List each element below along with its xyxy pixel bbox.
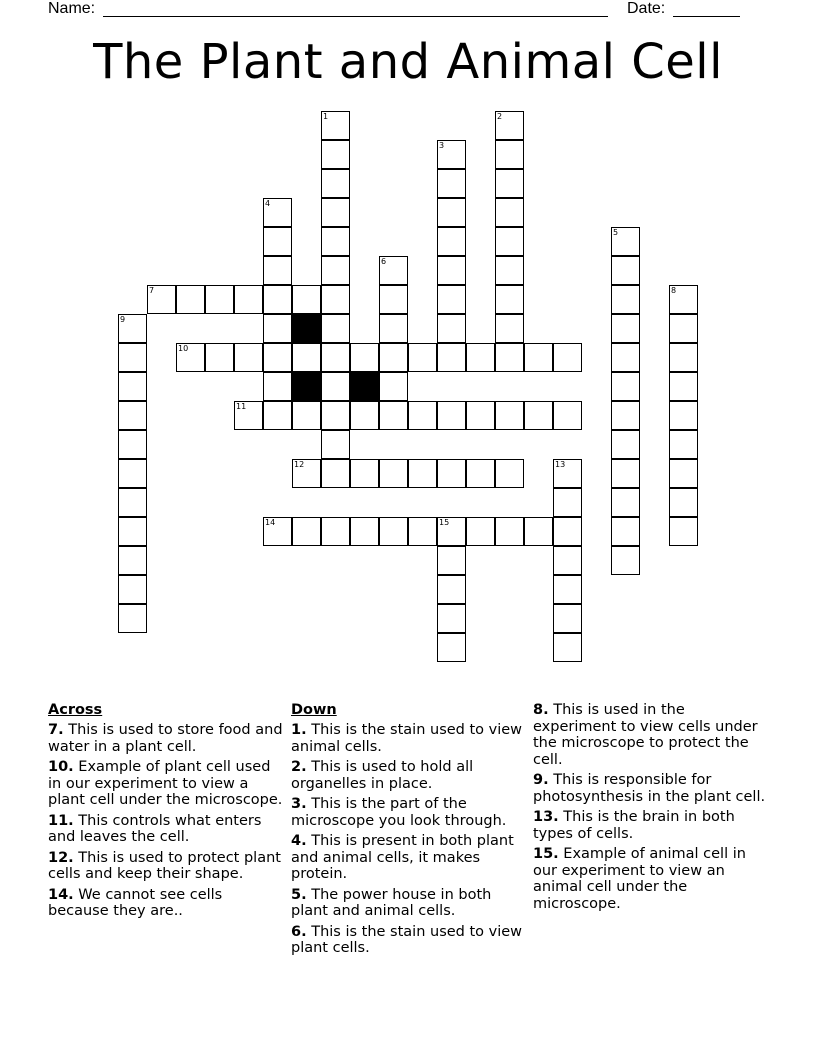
crossword-cell[interactable] [495, 343, 524, 372]
crossword-cell[interactable] [350, 343, 379, 372]
crossword-cell[interactable] [321, 227, 350, 256]
clue-item [291, 759, 523, 792]
clue-item [48, 722, 284, 755]
clue-item [291, 887, 523, 920]
crossword-cell[interactable] [292, 343, 321, 372]
crossword-cell[interactable] [118, 604, 147, 633]
crossword-cell[interactable] [611, 459, 640, 488]
crossword-cell[interactable] [118, 546, 147, 575]
crossword-cell[interactable] [495, 140, 524, 169]
clue-text: This is used to protect plant cells and keep their shape. [48, 849, 281, 882]
clue-num: 5. [291, 886, 307, 903]
crossword-cell[interactable] [611, 285, 640, 314]
crossword-cell[interactable] [611, 314, 640, 343]
crossword-cell[interactable] [321, 140, 350, 169]
crossword-cell[interactable] [408, 343, 437, 372]
crossword-cell[interactable] [118, 488, 147, 517]
clue-item [291, 833, 523, 883]
crossword-cell[interactable] [321, 111, 350, 140]
crossword-cell[interactable] [611, 430, 640, 459]
crossword-cell[interactable] [118, 517, 147, 546]
crossword-cell[interactable] [321, 517, 350, 546]
crossword-cell[interactable] [205, 285, 234, 314]
crossword-cell[interactable] [118, 343, 147, 372]
crossword-cell[interactable] [379, 372, 408, 401]
crossword-cell[interactable] [495, 256, 524, 285]
crossword-cell[interactable] [379, 517, 408, 546]
clue-number: 7 [149, 286, 155, 295]
crossword-cell[interactable] [669, 430, 698, 459]
clue-number: 8 [671, 286, 677, 295]
crossword-cell[interactable] [263, 256, 292, 285]
crossword-cell[interactable] [118, 430, 147, 459]
crossword-cell[interactable] [495, 111, 524, 140]
clue-text: This is used to store food and water in a plant cell. [48, 722, 283, 755]
crossword-cell[interactable] [669, 343, 698, 372]
crossword-cell[interactable] [437, 198, 466, 227]
clue-text: This is the brain in both types of cells. [533, 809, 735, 842]
crossword-cell[interactable] [263, 198, 292, 227]
crossword-cell[interactable] [495, 517, 524, 546]
crossword-cell[interactable] [408, 517, 437, 546]
crossword-cell[interactable] [524, 401, 553, 430]
crossword-cell[interactable] [118, 575, 147, 604]
clue-num: 15. [533, 846, 559, 862]
across-clue-list [48, 722, 284, 920]
crossword-cell[interactable] [466, 517, 495, 546]
crossword-cell[interactable] [118, 459, 147, 488]
clue-num: 3. [291, 796, 307, 812]
black-square [292, 372, 321, 401]
clue-text: This is the part of the microscope you look through. [291, 796, 507, 829]
clue-text: Example of plant cell used in our experiment to view a plant cell under the microscope. [48, 759, 283, 808]
clue-item [533, 772, 769, 805]
crossword-cell[interactable] [321, 401, 350, 430]
clue-number: 12 [294, 460, 305, 469]
clue-item [291, 722, 523, 755]
crossword-cell[interactable] [553, 343, 582, 372]
down-continued-column [533, 702, 769, 916]
clue-number: 13 [555, 460, 566, 469]
crossword-cell[interactable] [553, 401, 582, 430]
crossword-cell[interactable] [437, 343, 466, 372]
clue-number: 5 [613, 228, 619, 237]
crossword-cell[interactable] [321, 285, 350, 314]
crossword-cell[interactable] [147, 285, 176, 314]
crossword-cell[interactable] [495, 227, 524, 256]
clue-text: This is used in the experiment to view cells under the microscope to protect the cell. [533, 702, 758, 768]
crossword-cell[interactable] [321, 430, 350, 459]
clue-number: 4 [265, 199, 271, 208]
crossword-cell[interactable] [292, 517, 321, 546]
clue-text: This is the stain used to view animal cells. [291, 722, 523, 755]
clue-num: 10. [48, 759, 74, 775]
crossword-cell[interactable] [669, 459, 698, 488]
crossword-cell[interactable] [437, 575, 466, 604]
crossword-cell[interactable] [234, 343, 263, 372]
crossword-cell[interactable] [176, 285, 205, 314]
down-continued-clue-list [533, 702, 769, 912]
crossword-cell[interactable] [437, 604, 466, 633]
crossword-cell[interactable] [379, 343, 408, 372]
across-heading: Across [48, 702, 103, 718]
crossword-cell[interactable] [669, 401, 698, 430]
down-column [291, 702, 523, 961]
crossword-cell[interactable] [437, 459, 466, 488]
crossword-cell[interactable] [321, 314, 350, 343]
crossword-cell[interactable] [408, 401, 437, 430]
clue-number: 3 [439, 141, 445, 150]
crossword-cell[interactable] [437, 256, 466, 285]
crossword-cell[interactable] [466, 343, 495, 372]
clue-number: 10 [178, 344, 189, 353]
clue-number: 2 [497, 112, 503, 121]
crossword-cell[interactable] [321, 169, 350, 198]
clue-num: 4. [291, 833, 307, 849]
crossword-cell[interactable] [466, 459, 495, 488]
clue-num: 14. [48, 886, 74, 903]
crossword-cell[interactable] [379, 314, 408, 343]
crossword-cell[interactable] [495, 401, 524, 430]
crossword-cell[interactable] [611, 546, 640, 575]
crossword-cell[interactable] [263, 517, 292, 546]
crossword-cell[interactable] [495, 285, 524, 314]
crossword-cell[interactable] [350, 401, 379, 430]
clue-number: 14 [265, 518, 276, 527]
clue-text: We cannot see cells because they are.. [48, 886, 223, 919]
crossword-cell[interactable] [495, 314, 524, 343]
crossword-cell[interactable] [611, 372, 640, 401]
clue-item [48, 759, 284, 809]
clue-item [533, 846, 769, 912]
clue-num: 8. [533, 702, 549, 718]
across-column [48, 702, 284, 924]
date-label: Date: [627, 0, 666, 17]
crossword-cell[interactable] [234, 285, 263, 314]
crossword-cell[interactable] [524, 343, 553, 372]
crossword-cell[interactable] [263, 401, 292, 430]
clue-number: 6 [381, 257, 387, 266]
clue-text: This controls what enters and leaves the cell. [48, 812, 262, 845]
crossword-cell[interactable] [263, 343, 292, 372]
crossword-cell[interactable] [437, 517, 466, 546]
black-square [292, 314, 321, 343]
crossword-cell[interactable] [292, 285, 321, 314]
crossword-cell[interactable] [205, 343, 234, 372]
clue-item [48, 887, 284, 920]
crossword-cell[interactable] [553, 546, 582, 575]
black-square [350, 372, 379, 401]
crossword-cell[interactable] [437, 140, 466, 169]
crossword-cell[interactable] [524, 517, 553, 546]
clue-number: 9 [120, 315, 126, 324]
crossword-cell[interactable] [669, 517, 698, 546]
clue-number: 11 [236, 402, 247, 411]
page-title: The Plant and Animal Cell [93, 34, 723, 90]
clue-text: This is responsible for photosynthesis in the plant cell. [533, 772, 766, 805]
clue-item [291, 796, 523, 829]
crossword-cell[interactable] [553, 488, 582, 517]
clue-item [533, 702, 769, 768]
crossword-cell[interactable] [437, 633, 466, 662]
crossword-cell[interactable] [437, 401, 466, 430]
clue-num: 6. [291, 923, 307, 940]
clue-item [533, 809, 769, 842]
crossword-cell[interactable] [437, 546, 466, 575]
crossword-cell[interactable] [321, 198, 350, 227]
crossword-cell[interactable] [611, 343, 640, 372]
crossword-cell[interactable] [321, 459, 350, 488]
crossword-cell[interactable] [437, 227, 466, 256]
crossword-cell[interactable] [408, 459, 437, 488]
clue-text: This is the stain used to view plant cells. [291, 923, 523, 956]
crossword-cell[interactable] [437, 314, 466, 343]
crossword-cell[interactable] [292, 459, 321, 488]
clue-number: 15 [439, 518, 450, 527]
crossword-cell[interactable] [466, 401, 495, 430]
crossword-cell[interactable] [611, 517, 640, 546]
crossword-cell[interactable] [553, 575, 582, 604]
crossword-cell[interactable] [263, 227, 292, 256]
crossword-cell[interactable] [379, 459, 408, 488]
clue-num: 7. [48, 722, 64, 738]
crossword-cell[interactable] [292, 401, 321, 430]
clue-text: The power house in both plant and animal cells. [291, 886, 492, 919]
crossword-cell[interactable] [321, 343, 350, 372]
clue-text: Example of animal cell in our experiment to view an animal cell under the microscope. [533, 846, 746, 912]
crossword-cell[interactable] [611, 401, 640, 430]
crossword-cell[interactable] [553, 633, 582, 662]
clue-num: 9. [533, 772, 549, 788]
clue-text: This is present in both plant and animal cells, it makes protein. [291, 833, 514, 882]
down-clue-list [291, 722, 523, 957]
clue-num: 2. [291, 759, 307, 775]
crossword-cell[interactable] [350, 459, 379, 488]
crossword-cell[interactable] [669, 285, 698, 314]
crossword-cell[interactable] [669, 488, 698, 517]
crossword-cell[interactable] [321, 256, 350, 285]
crossword-cell[interactable] [611, 256, 640, 285]
crossword-cell[interactable] [495, 459, 524, 488]
crossword-cell[interactable] [379, 256, 408, 285]
crossword-cell[interactable] [553, 517, 582, 546]
clue-number: 1 [323, 112, 329, 121]
crossword-cell[interactable] [118, 372, 147, 401]
clue-num: 1. [291, 722, 307, 738]
name-label: Name: [48, 0, 96, 17]
crossword-cell[interactable] [437, 285, 466, 314]
crossword-cell[interactable] [263, 314, 292, 343]
crossword-cell[interactable] [611, 227, 640, 256]
clue-num: 12. [48, 849, 74, 866]
clue-item [291, 924, 523, 957]
down-heading: Down [291, 702, 337, 718]
crossword-cell[interactable] [118, 401, 147, 430]
crossword-cell[interactable] [379, 401, 408, 430]
crossword-cell[interactable] [553, 604, 582, 633]
crossword-cell[interactable] [263, 372, 292, 401]
crossword-cell[interactable] [669, 314, 698, 343]
crossword-cell[interactable] [669, 372, 698, 401]
crossword-cell[interactable] [495, 169, 524, 198]
crossword-cell[interactable] [176, 343, 205, 372]
crossword-cell[interactable] [495, 198, 524, 227]
clue-num: 13. [533, 809, 559, 825]
crossword-cell[interactable] [553, 459, 582, 488]
crossword-cell[interactable] [234, 401, 263, 430]
crossword-cell[interactable] [350, 517, 379, 546]
clue-text: This is used to hold all organelles in place. [291, 759, 474, 792]
crossword-cell[interactable] [263, 285, 292, 314]
crossword-cell[interactable] [321, 372, 350, 401]
crossword-cell[interactable] [118, 314, 147, 343]
crossword-cell[interactable] [611, 488, 640, 517]
clue-item [48, 850, 284, 883]
crossword-cell[interactable] [379, 285, 408, 314]
clue-item [48, 813, 284, 846]
clue-num: 11. [48, 812, 74, 829]
crossword-cell[interactable] [437, 169, 466, 198]
